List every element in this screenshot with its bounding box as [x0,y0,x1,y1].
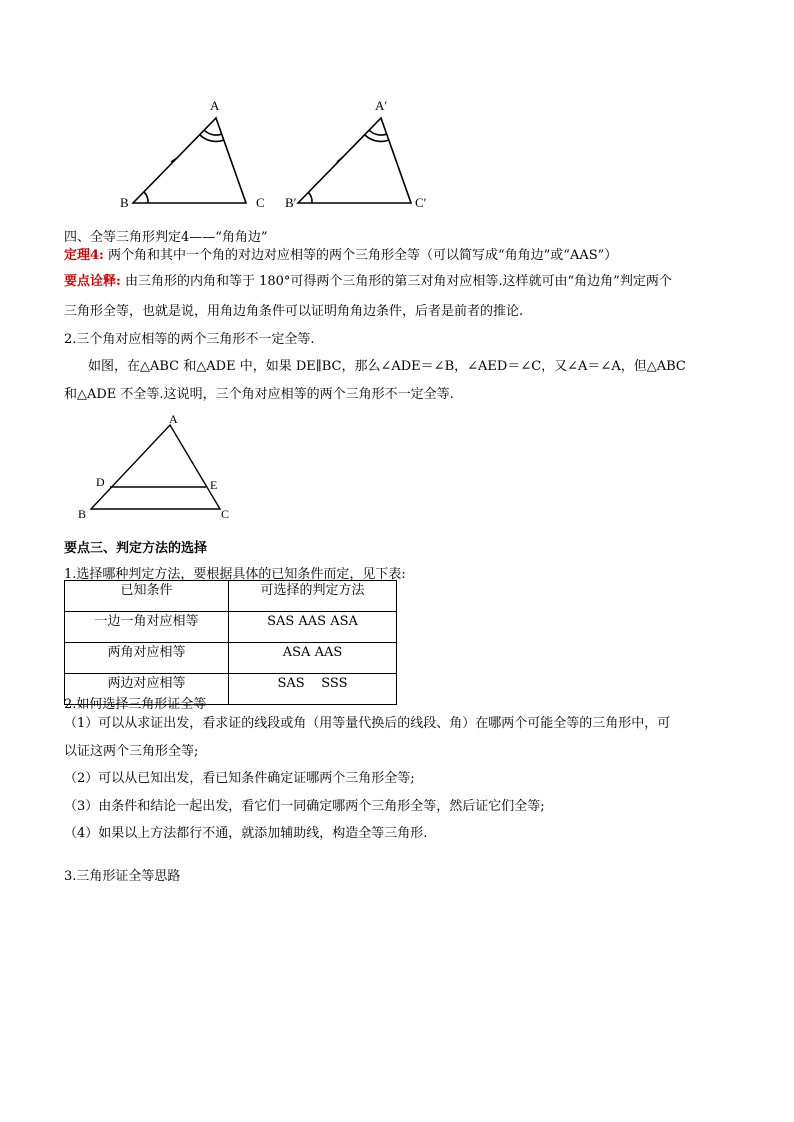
theorem4-label: 定理4: [64,248,104,263]
item-2: 2.三个角对应相等的两个三角形不一定全等. [64,332,315,347]
key-point-3-title: 要点三、判定方法的选择 [64,541,208,556]
congruent-triangles-figure [0,0,794,230]
method-2: （2）可以从已知出发，看已知条件确定证哪两个三角形全等; [64,771,415,786]
triangle-a-prime [298,118,411,203]
theorem4 [64,244,617,263]
note-line2: 三角形全等，也就是说，用角边角条件可以证明角角边条件，后者是前者的推论. [64,304,524,319]
table-row [65,643,397,674]
label-a-prime: A′ [375,98,388,113]
table-header-condition: 已知条件 [65,581,229,612]
triangle-abc-big [91,425,220,509]
selection-intro: 1.选择哪种判定方法，要根据具体的已知条件而定，见下表: [64,567,406,582]
label-b2: B [78,507,87,521]
theorem4-text: 两个角和其中一个角的对边对应相等的两个三角形全等（可以简写成“角角边”或“AAS”） [108,248,618,263]
method-1-line1: （1）可以从求证出发，看求证的线段或角（用等量代换后的线段、角）在哪两个可能全等的三角形中，可 [64,716,671,731]
table-cell: 一边一角对应相等 [65,612,229,643]
label-d: D [96,475,105,489]
table-cell: 两角对应相等 [65,643,229,674]
table-cell: ASA AAS [229,643,397,674]
table-cell: SAS AAS ASA [229,612,397,643]
table-cell: 两边对应相等 [65,674,229,705]
label-b-prime: B′ [285,195,297,210]
table-cell: SAS SSS [229,674,397,705]
condition-method-table [64,580,397,705]
table-row [65,612,397,643]
table-header-row [65,581,397,612]
proof-approach-title: 3.三角形证全等思路 [64,869,181,884]
how-to-choose-title: 2.如何选择三角形证全等 [64,697,207,712]
label-e: E [210,478,218,492]
example-line2: 和△ADE 不全等.这说明，三个角对应相等的两个三角形不一定全等. [64,387,454,402]
label-a: A [210,98,220,113]
label-c-prime: C′ [415,195,427,210]
label-a2: A [169,412,178,426]
label-c2: C [221,507,230,521]
note-label: 要点诠释: [64,274,121,289]
triangle-abc [133,118,246,203]
method-3: （3）由条件和结论一起出发，看它们一同确定哪两个三角形全等，然后证它们全等; [64,799,545,814]
note-line1 [64,270,672,289]
method-1-line2: 以证这两个三角形全等; [64,744,199,759]
label-b: B [120,195,129,210]
section4-title: 四、全等三角形判定4——“角角边” [64,230,268,245]
table-header-method: 可选择的判定方法 [229,581,397,612]
note-text-1: 由三角形的内角和等于 180°可得两个三角形的第三对角对应相等.这样就可由“角边角”判定两个 [124,274,672,289]
parallel-line-triangle-figure [0,400,300,530]
method-4: （4）如果以上方法都行不通，就添加辅助线，构造全等三角形. [64,826,428,841]
label-c: C [256,195,265,210]
example-line1: 如图，在△ABC 和△ADE 中，如果 DE∥BC，那么∠ADE＝∠B，∠AED＝∠C，又∠A＝∠A，但△ABC [88,359,686,374]
